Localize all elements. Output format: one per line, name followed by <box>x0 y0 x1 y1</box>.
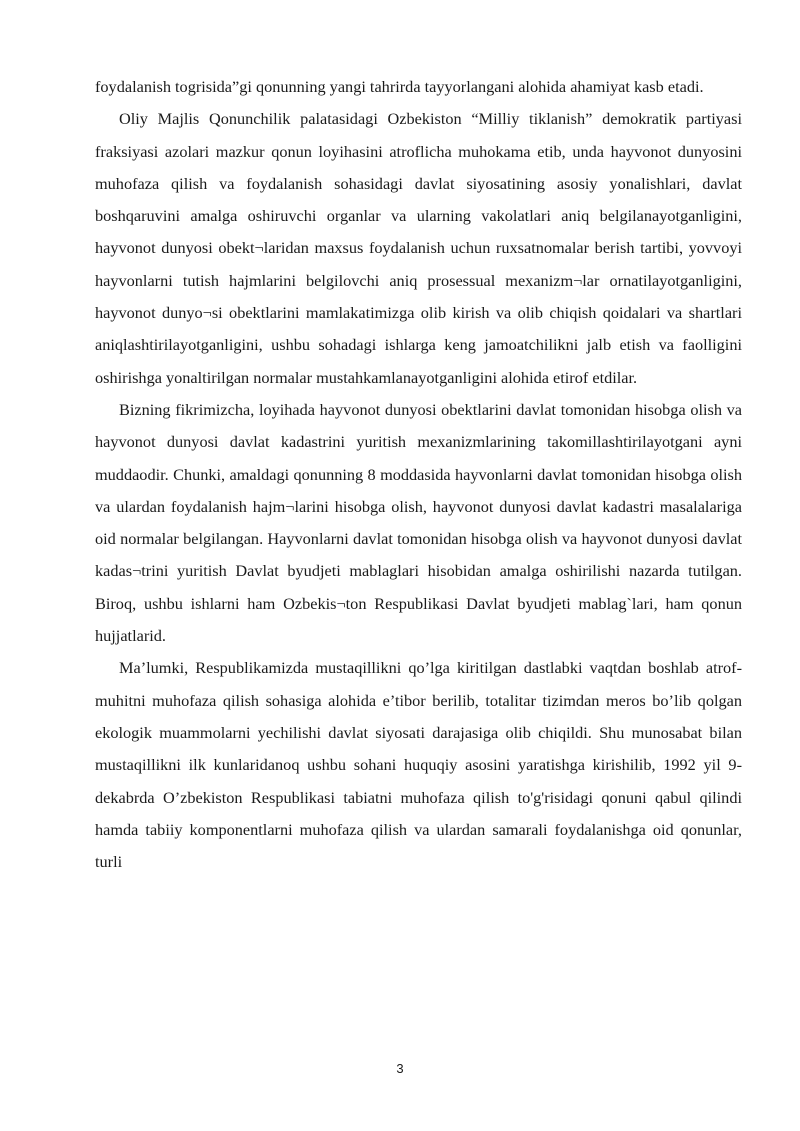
page-number: 3 <box>396 1061 404 1076</box>
document-body <box>95 71 742 878</box>
paragraph-state-accounting: Bizning fikrimizcha, loyihada hayvonot dunyosi obektlarini davlat tomonidan hisobga olish va hayvonot dunyosi davlat kadastrini yuritish mexanizmlarining takomillashtirilayotgani ayni muddaodir. Chunki, amaldagi qonunning 8 moddasida hayvonlarni davlat tomonidan hisobga olish va ulardan foydalanish hajm¬larini hisobga olish, hayvonot dunyosi davlat kadastri masalalariga oid normalar belgilangan. Hayvonlarni davlat tomonidan hisobga olish va hayvonot dunyosi davlat kadas¬trini yuritish Davlat byudjeti mablaglari hisobidan amalga oshirilishi nazarda tutilgan. Biroq, ushbu ishlarni ham Ozbekis¬ton Respublikasi Davlat byudjeti mablag`lari, ham qonun hujjatlarid. <box>95 399 742 646</box>
paragraph-independence-ecology: Ma’lumki, Respublikamizda mustaqillikni qo’lga kiritilgan dastlabki vaqtdan boshlab atrof-muhitni muhofaza qilish sohasiga alohida e’tibor berilib, totalitar tizimdan meros bo’lib qolgan ekologik muammolarni yechilishi davlat siyosati darajasiga olib chiqildi. Shu munosabat bilan mustaqillikni ilk kunlaridanoq ushbu sohani huquqiy asosini yaratishga kirishilib, 1992 yil 9-dekabrda O’zbekiston Respublikasi tabiatni muhofaza qilish to'g'risidagi qonuni qabul qilindi hamda tabiiy komponentlarni muhofaza qilish va ulardan samarali foydalanishga oid qonunlar, turli <box>95 658 742 872</box>
paragraph-continuation: foydalanish togrisida”gi qonunning yangi tahrirda tayyorlangani alohida ahamiyat kasb etadi. <box>95 77 704 96</box>
paragraph-fraction-discussion: Oliy Majlis Qonunchilik palatasidagi Ozbekiston “Milliy tiklanish” demokratik partiyasi fraksiyasi azolari mazkur qonun loyihasini atroflicha muhokama etib, unda hayvonot dunyosini muhofaza qilish va foydalanish sohasidagi davlat siyosatining asosiy yonalishlari, davlat boshqaruvini amalga oshiruvchi organlar va ularning vakolatlari aniq belgilanayotganligini, hayvonot dunyosi obekt¬laridan maxsus foydalanish uchun ruxsatnomalar berish tartibi, yovvoyi hayvonlarni tutish hajmlarini belgilovchi aniq prosessual mexanizm¬lar ornatilayotganligini, hayvonot dunyo¬si obektlarini mamlakatimizga olib kirish va olib chiqish qoidalari va shartlari aniqlashtirilayotganligini, ushbu sohadagi ishlarga keng jamoatchilikni jalb etish va faolligini oshirishga yonaltirilgan normalar mustahkamlanayotganligini alohida etirof etdilar. <box>95 109 742 387</box>
